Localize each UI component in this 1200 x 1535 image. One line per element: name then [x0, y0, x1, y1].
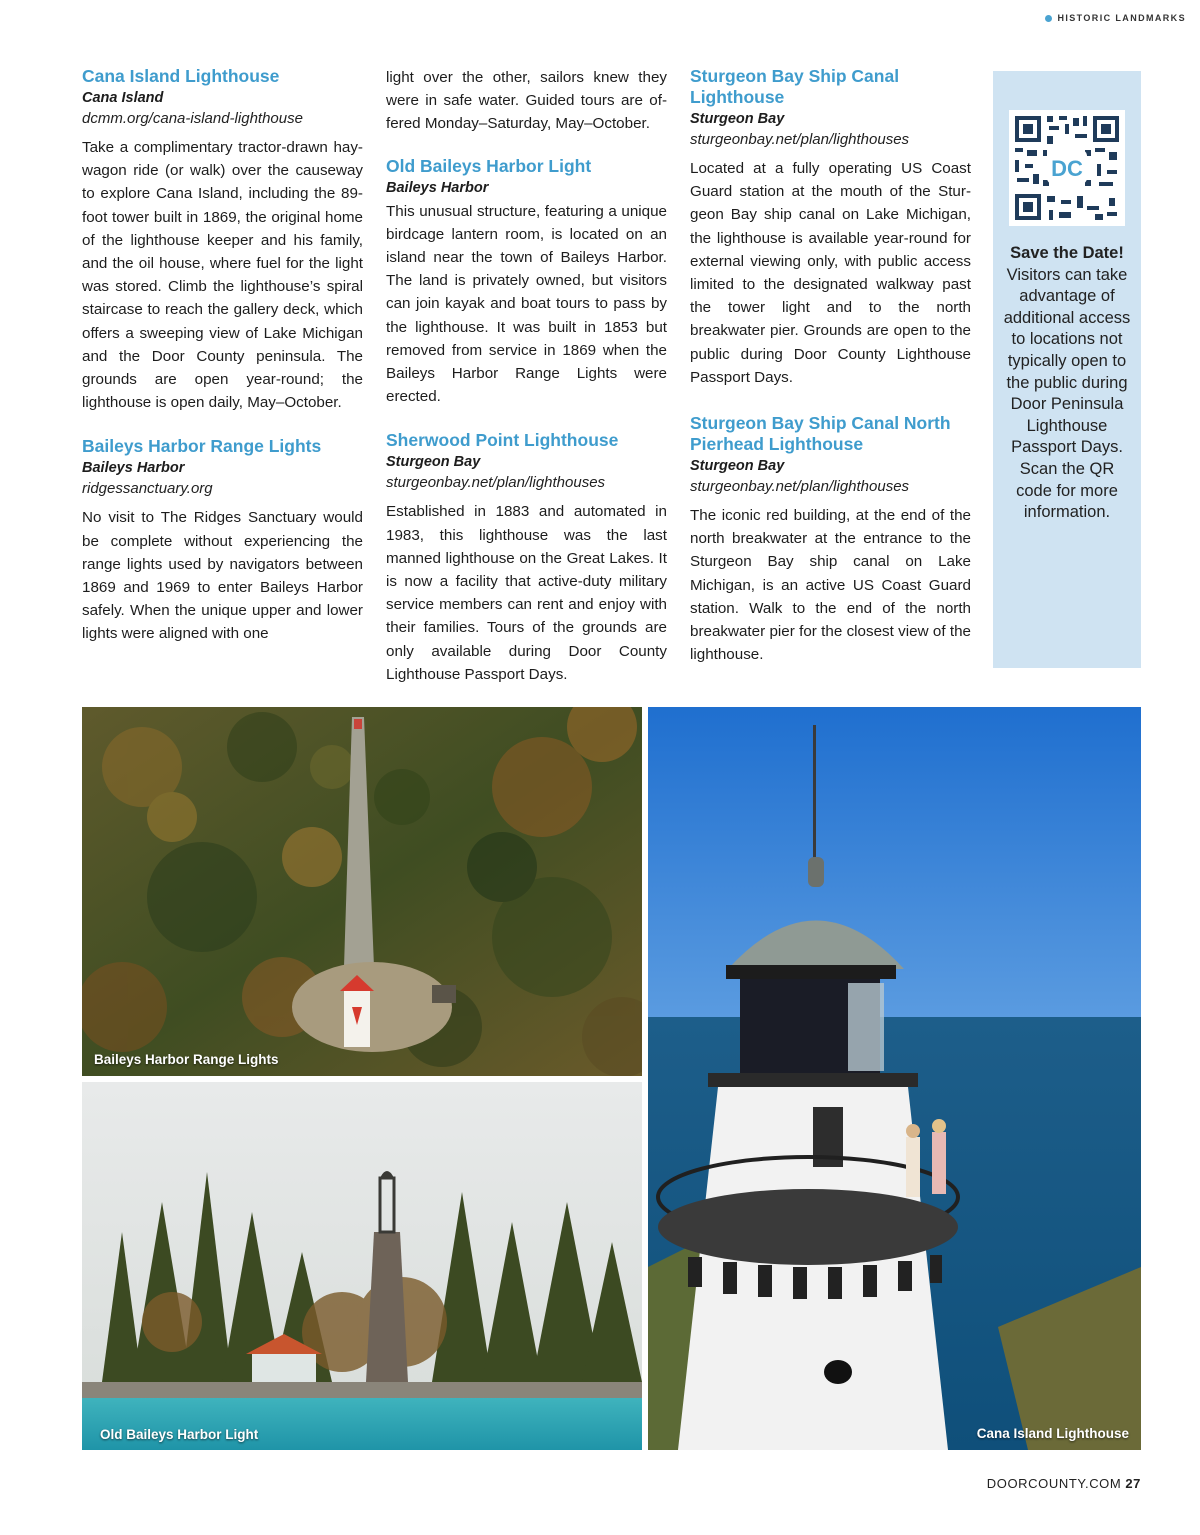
column-1	[82, 66, 363, 668]
entry-title: Cana Island Lighthouse	[82, 66, 280, 86]
page-number: 27	[1125, 1476, 1141, 1491]
column-3	[690, 66, 971, 688]
range-lights-image	[82, 707, 642, 1076]
entry-old-baileys	[386, 156, 667, 409]
entry-title: Old Baileys Harbor Light	[386, 155, 592, 176]
cana-island-image	[648, 707, 1141, 1450]
entry-body: Established in 1883 and automated in 1983, this lighthouse was the last manned lighthouse on the Great Lakes. It is now a facility that active-duty military service members can rent and enjoy with their families. Tours of the grounds are only available during Door County Lighthouse Passport Days.	[386, 503, 667, 683]
photo-caption: Baileys Harbor Range Lights	[94, 1052, 279, 1067]
entry-url[interactable]: sturgeonbay.net/plan/lighthouses	[690, 478, 910, 496]
entry-range-lights	[82, 436, 363, 645]
photo-old-baileys	[82, 1082, 642, 1450]
sidebar-text	[1003, 243, 1131, 524]
page-footer	[987, 1476, 1141, 1491]
old-baileys-image	[82, 1082, 642, 1450]
qr-code[interactable]	[1009, 110, 1125, 226]
section-dot-icon	[1045, 15, 1052, 22]
entry-title: Sturgeon Bay Ship Canal Lighthouse	[690, 66, 900, 107]
qr-logo: DC	[1051, 156, 1083, 181]
entry-place: Baileys Harbor	[386, 179, 489, 196]
entry-place: Sturgeon Bay	[386, 454, 481, 471]
photo-range-lights	[82, 707, 642, 1076]
entry-body: This unusual structure, featuring a unique birdcage lantern room, is located on an island near the town of Baileys Harbor. The land is privately owned, but visitors can join kayak and boat tours to pass by the lighthouse. It was built in 1853 but removed from service in 1869 when the Baileys Harbor Range Lights were erected.	[386, 202, 667, 406]
entry-title: Sturgeon Bay Ship Canal North Pierhead Lighthouse	[690, 413, 951, 455]
section-label: HISTORIC LANDMARKS	[1057, 13, 1186, 23]
entry-url[interactable]: dcmm.org/cana-island-lighthouse	[82, 110, 303, 127]
photo-caption: Old Baileys Harbor Light	[100, 1427, 259, 1442]
save-the-date-sidebar	[993, 71, 1141, 668]
entry-place: Sturgeon Bay	[690, 111, 785, 127]
entry-place: Sturgeon Bay	[690, 458, 785, 475]
entry-title: Sherwood Point Lighthouse	[386, 430, 619, 451]
entry-body: Located at a fully operating US Coast Guard station at the mouth of the Sturgeon Bay ship canal on Lake Michigan, the lighthouse is available year-round for external viewing only, with public access limited to the designated walkway past the tower light and to the north breakwater pier. Grounds are open to the public during Door County Lighthouse Passport Days.	[690, 160, 971, 386]
entry-url[interactable]: sturgeonbay.net/plan/lighthouses	[386, 474, 606, 492]
entry-sherwood	[386, 430, 667, 686]
entry-body: No visit to The Ridges Sanctuary would be complete without experiencing the range lights used by navigators between 1869 and 1969 to enter Baileys Harbor safely. When the unique upper and lower lights were aligned with one	[82, 509, 363, 643]
entry-url[interactable]: sturgeonbay.net/plan/lighthouses	[690, 131, 910, 148]
sidebar-body: Visitors can take advantage of additional access to locations not typically open to the public during Door Peninsula Lighthouse Passport Days. Scan the QR code for more information.	[1003, 265, 1131, 522]
entry-ship-canal	[690, 66, 971, 389]
entry-north-pierhead	[690, 413, 971, 666]
photo-cana-island	[648, 707, 1141, 1450]
entry-cana-island	[82, 66, 363, 414]
column-2	[386, 66, 667, 708]
entry-place: Cana Island	[82, 90, 164, 106]
sidebar-heading: Save the Date!	[1010, 244, 1124, 262]
entry-body: The iconic red building, at the end of the north breakwater at the entrance to the Sturgeon Bay ship canal on Lake Michigan, is an active US Coast Guard station. Walk to the end of the north breakwater pier for the closest view of the lighthouse.	[690, 507, 971, 664]
entry-title: Baileys Harbor Range Lights	[82, 436, 322, 457]
entry-range-lights-continued	[386, 66, 667, 136]
qr-code-icon	[1009, 110, 1125, 226]
photo-caption: Cana Island Lighthouse	[976, 1426, 1129, 1441]
entry-body: light over the other, sailors knew they were in safe water. Guided tours are offered Monday–Saturday, May–October.	[386, 69, 667, 133]
entry-url[interactable]: ridgessanctuary.org	[82, 480, 213, 498]
section-tag	[1045, 13, 1186, 23]
footer-site[interactable]: DOORCOUNTY.COM	[986, 1476, 1122, 1491]
entry-body: Take a complimentary tractor-drawn hay-wagon ride (or walk) over the causeway to explore Cana Island, including the 89-foot tower built in 1869, the original home of the lighthouse keeper and his family, and the oil house, where fuel for the light was stored. Climb the lighthouse’s spiral staircase to reach the gallery deck, which offers a sweeping view of Lake Michigan and the Door County peninsula. The grounds are open year-round; the lighthouse is open daily, May–October.	[82, 139, 363, 412]
entry-place: Baileys Harbor	[82, 460, 185, 477]
